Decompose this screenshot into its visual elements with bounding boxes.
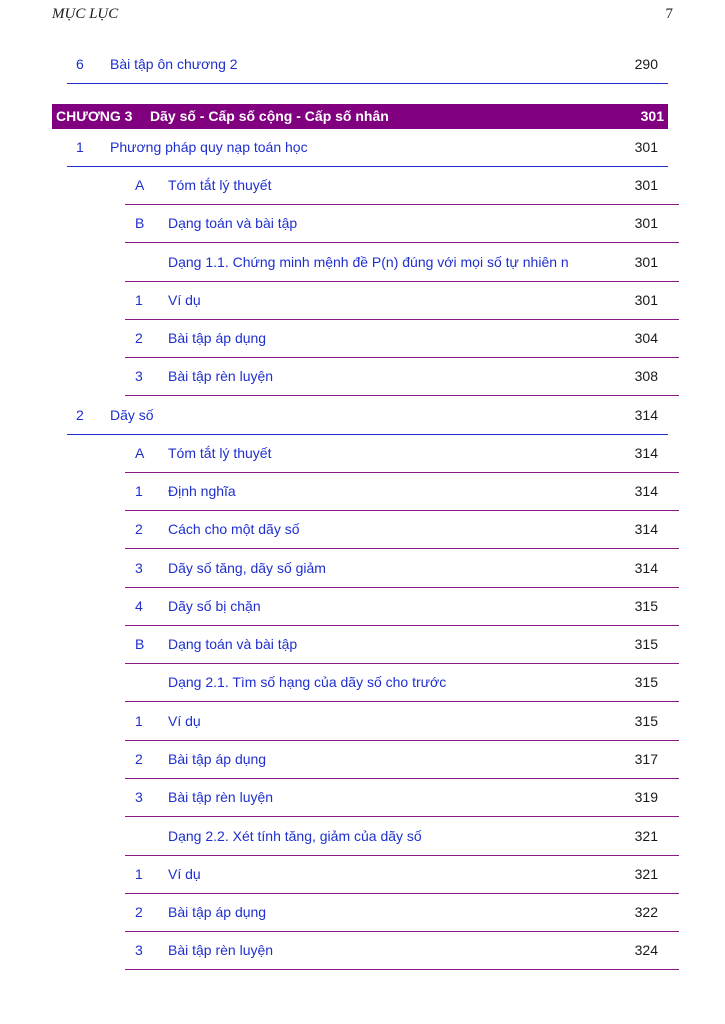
entry-page: 301 <box>634 215 658 231</box>
entry-title: Ví dụ <box>168 713 201 729</box>
entry-page: 324 <box>634 942 658 958</box>
entry-page: 304 <box>634 330 658 346</box>
toc-subsection-entry[interactable] <box>125 549 679 588</box>
toc-subsection-entry[interactable] <box>125 702 679 741</box>
entry-page: 321 <box>634 866 658 882</box>
entry-title: Dãy số bị chặn <box>168 598 261 614</box>
entry-title: Bài tập áp dụng <box>168 751 267 767</box>
running-head <box>52 6 673 28</box>
entry-page: 321 <box>634 828 658 844</box>
toc-subsection-entry[interactable] <box>125 319 679 358</box>
entry-title: Bài tập rèn luyện <box>168 789 274 805</box>
entry-title: Dạng toán và bài tập <box>168 215 298 231</box>
running-head-title: MỤC LỤC <box>52 6 119 22</box>
entry-page: 315 <box>634 674 658 690</box>
entry-page: 314 <box>634 445 658 461</box>
entry-page: 315 <box>634 713 658 729</box>
entry-number: 2 <box>135 330 143 346</box>
entry-number: 3 <box>135 368 143 384</box>
toc-subsection-entry[interactable] <box>125 434 679 473</box>
toc-subsection-entry[interactable] <box>125 472 679 511</box>
toc-section-entry[interactable] <box>67 396 668 435</box>
entry-title: Dãy số <box>110 407 154 423</box>
entry-number: 4 <box>135 598 143 614</box>
entry-number: 2 <box>135 521 143 537</box>
entry-title: Dạng 2.1. Tìm số hạng của dãy số cho trước <box>168 674 447 690</box>
entry-number: A <box>135 445 145 461</box>
toc-subsection-entry[interactable] <box>125 204 679 243</box>
entry-page: 301 <box>634 177 658 193</box>
entry-title: Dãy số tăng, dãy số giảm <box>168 560 326 576</box>
chapter-heading[interactable] <box>52 104 668 129</box>
entry-page: 290 <box>634 56 658 72</box>
entry-number: B <box>135 215 145 231</box>
page-number: 7 <box>665 6 673 22</box>
entry-page: 315 <box>634 598 658 614</box>
entry-number: B <box>135 636 145 652</box>
entry-number: 1 <box>135 483 143 499</box>
entry-number: 6 <box>76 56 84 72</box>
entry-number: 2 <box>135 904 143 920</box>
entry-title: Bài tập áp dụng <box>168 330 267 346</box>
chapter-title: Dãy số - Cấp số cộng - Cấp số nhân <box>150 108 389 124</box>
entry-page: 317 <box>634 751 658 767</box>
entry-page: 319 <box>634 789 658 805</box>
entry-number: 3 <box>135 560 143 576</box>
entry-number: 3 <box>135 942 143 958</box>
entry-title: Tóm tắt lý thuyết <box>168 177 272 193</box>
toc-subsection-entry[interactable] <box>125 510 679 549</box>
entry-number: 1 <box>135 292 143 308</box>
entry-number: 1 <box>135 713 143 729</box>
entry-number: 2 <box>76 407 84 423</box>
toc-subsection-entry[interactable] <box>125 740 679 779</box>
entry-number: 1 <box>76 139 84 155</box>
entry-title: Ví dụ <box>168 866 201 882</box>
entry-page: 301 <box>634 292 658 308</box>
toc-subsection-entry[interactable] <box>125 855 679 894</box>
toc-subsection-entry[interactable] <box>125 625 679 664</box>
chapter-label: CHƯƠNG 3 <box>56 108 133 124</box>
entry-number: 1 <box>135 866 143 882</box>
toc-subsection-entry[interactable] <box>125 281 679 320</box>
entry-title: Ví dụ <box>168 292 201 308</box>
entry-title: Dạng 2.2. Xét tính tăng, giảm của dãy số <box>168 828 422 844</box>
entry-number: A <box>135 177 145 193</box>
entry-title: Bài tập ôn chương 2 <box>110 56 238 72</box>
entry-title: Bài tập rèn luyện <box>168 368 274 384</box>
entry-title: Dạng 1.1. Chứng minh mệnh đề P(n) đúng với mọi số tự nhiên n <box>168 254 569 270</box>
entry-title: Định nghĩa <box>168 483 236 499</box>
entry-title: Cách cho một dãy số <box>168 521 300 537</box>
entry-page: 314 <box>634 407 658 423</box>
toc-subsection-entry[interactable] <box>125 357 679 396</box>
toc-subsection-entry[interactable] <box>125 893 679 932</box>
entry-page: 314 <box>634 560 658 576</box>
toc-exercise-type-entry[interactable] <box>125 663 679 702</box>
toc-subsection-entry[interactable] <box>125 587 679 626</box>
entry-page: 301 <box>634 254 658 270</box>
entry-title: Tóm tắt lý thuyết <box>168 445 272 461</box>
entry-number: 3 <box>135 789 143 805</box>
toc-exercise-type-entry[interactable] <box>125 817 679 856</box>
entry-page: 308 <box>634 368 658 384</box>
entry-page: 301 <box>634 139 658 155</box>
entry-title: Bài tập áp dụng <box>168 904 267 920</box>
toc-subsection-entry[interactable] <box>125 931 679 970</box>
entry-title: Dạng toán và bài tập <box>168 636 298 652</box>
entry-page: 322 <box>634 904 658 920</box>
entry-title: Phương pháp quy nạp toán học <box>110 139 308 155</box>
toc-section-entry[interactable] <box>67 128 668 167</box>
chapter-page: 301 <box>640 108 664 124</box>
toc-exercise-type-entry[interactable] <box>125 243 679 282</box>
toc-subsection-entry[interactable] <box>125 166 679 205</box>
toc-section-entry[interactable] <box>67 45 668 84</box>
entry-page: 314 <box>634 521 658 537</box>
entry-page: 314 <box>634 483 658 499</box>
entry-title: Bài tập rèn luyện <box>168 942 274 958</box>
entry-number: 2 <box>135 751 143 767</box>
entry-page: 315 <box>634 636 658 652</box>
toc-subsection-entry[interactable] <box>125 778 679 817</box>
